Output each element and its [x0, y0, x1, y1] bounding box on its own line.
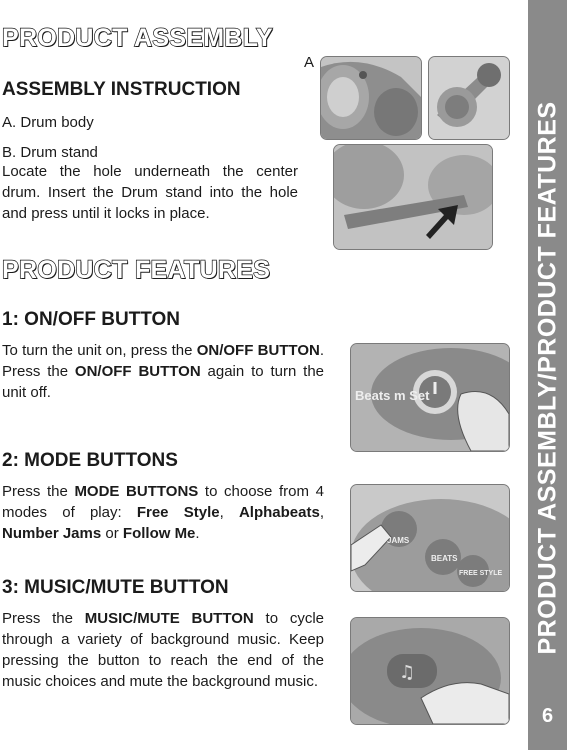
photo-text: Beats m Set — [355, 388, 430, 403]
on-off-photo — [350, 343, 510, 452]
drum-stand-photo — [428, 56, 510, 140]
item-text: Drum body — [20, 114, 94, 131]
side-tab-title: PRODUCT ASSEMBLY/PRODUCT FEATURES — [533, 101, 562, 655]
assembly-subtitle: ASSEMBLY INSTRUCTION — [2, 79, 241, 100]
photo-text: JAMS — [387, 536, 410, 545]
music-mute-button-ref: MUSIC/MUTE BUTTON — [84, 610, 254, 627]
page-number: 6 — [541, 705, 554, 727]
item-text: Drum stand — [20, 144, 98, 161]
on-off-heading: 1: ON/OFF BUTTON — [2, 309, 181, 330]
on-off-paragraph: To turn the unit on, press the ON/OFF BUTTON. Press the ON/OFF BUTTON again to turn the unit off. — [2, 342, 325, 401]
insert-stand-photo — [333, 144, 493, 250]
music-mute-heading: 3: MUSIC/MUTE BUTTON — [2, 577, 229, 598]
on-off-button-ref: ON/OFF BUTTON — [74, 363, 201, 380]
features-title: PRODUCT FEATURES — [2, 256, 271, 284]
photo-text: FREE STYLE — [459, 570, 503, 577]
item-letter: A. — [2, 114, 17, 131]
photo-text: BEATS — [431, 554, 458, 563]
image-label-a: A — [304, 54, 315, 71]
mode-paragraph: Press the MODE BUTTONS to choose from 4 modes of play: Free Style, Alphabeats, Number Jams or Follow Me. — [2, 483, 324, 542]
music-mute-photo — [350, 617, 510, 725]
assembly-title: PRODUCT ASSEMBLY — [2, 24, 274, 52]
music-mute-paragraph: Press the MUSIC/MUTE BUTTON to cycle through a variety of background music. Keep pressing the button to reach the end of the music choices and mute the background music. — [2, 610, 324, 690]
svg-text:♫: ♫ — [399, 662, 416, 683]
mode-heading: 2: MODE BUTTONS — [2, 450, 178, 471]
assembly-item-b — [2, 144, 98, 161]
item-letter: B. — [2, 144, 17, 161]
on-off-button-ref: ON/OFF BUTTON — [196, 342, 320, 359]
mode-photo — [350, 484, 510, 592]
assembly-paragraph: Locate the hole underneath the center drum. Insert the Drum stand into the hole and press until it locks in place. — [2, 163, 298, 222]
drum-body-photo — [320, 56, 422, 140]
mode-buttons-ref: MODE BUTTONS — [74, 483, 199, 500]
assembly-item-a — [2, 114, 94, 131]
